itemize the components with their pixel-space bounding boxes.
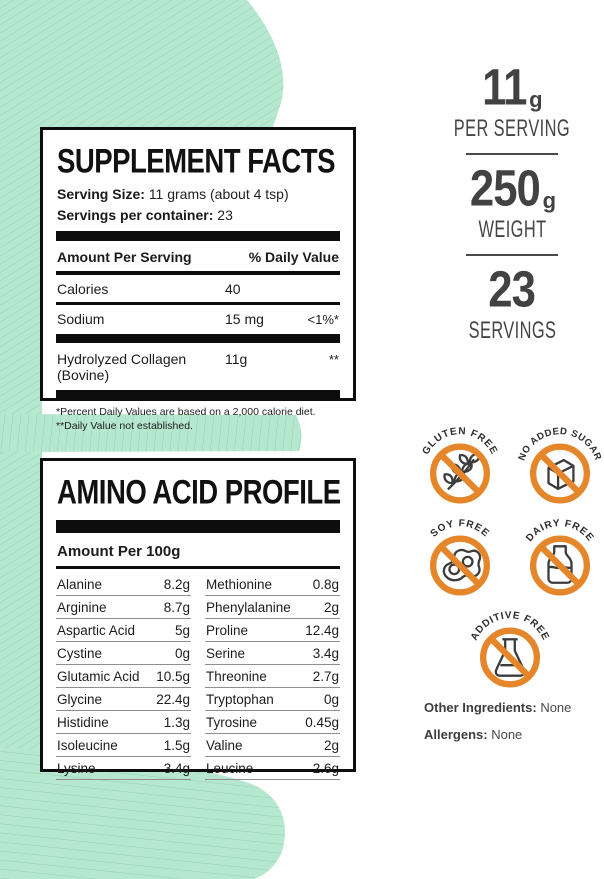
amino-table-left-column (56, 573, 191, 780)
badge-label: ADDITIVE FREE (468, 610, 552, 643)
servings-count: 23 (488, 260, 535, 318)
servings-value: 23 (217, 207, 233, 223)
amino-value: 0.8g (312, 577, 339, 592)
servings-per-container-line (57, 207, 340, 223)
divider-bar (56, 334, 340, 343)
amino-value: 2g (323, 600, 339, 615)
stat-divider (466, 153, 558, 155)
amino-name: Tyrosine (206, 715, 258, 730)
other-ingredients-value: None (540, 700, 572, 715)
svg-text:GLUTEN FREE (421, 426, 500, 457)
amino-name: Methionine (206, 577, 273, 592)
allergens-label: Allergens: (424, 727, 488, 742)
amino-name: Lysine (57, 761, 96, 776)
nutrient-amount: 15 mg (225, 311, 264, 327)
allergens-value: None (491, 727, 523, 742)
amino-name: Isoleucine (57, 738, 118, 753)
amino-value: 8.2g (163, 577, 190, 592)
amount-per-serving-header: Amount Per Serving (57, 249, 192, 265)
amino-value: 10.5g (156, 669, 190, 684)
amino-value: 3.4g (163, 761, 190, 776)
amino-row (56, 711, 191, 734)
stat-servings (420, 260, 604, 344)
badge-label: SOY FREE (428, 518, 492, 540)
amino-name: Glycine (57, 692, 103, 707)
amino-row (205, 688, 340, 711)
weight-label: WEIGHT (477, 217, 547, 243)
badge-label: NO ADDED SUGAR (516, 426, 604, 463)
gluten-free-badge (412, 416, 508, 508)
footnote-not-established: **Daily Value not established. (56, 420, 193, 432)
amino-row (56, 573, 191, 596)
nutrient-name: Calories (57, 281, 109, 297)
gram-unit: g (529, 87, 543, 112)
soy-free-badge (412, 508, 508, 600)
prohibited-ring (533, 447, 587, 501)
stat-weight (420, 159, 604, 243)
divider-rule (56, 566, 340, 569)
amino-value: 2.6g (312, 761, 339, 776)
amino-table (56, 573, 340, 780)
allergens-line (424, 727, 604, 742)
nutrition-row-sodium (56, 305, 340, 332)
nutrient-amount: 40 (225, 281, 241, 297)
no-added-sugar-badge (512, 416, 604, 508)
amino-value: 12.4g (305, 623, 339, 638)
amino-row (205, 711, 340, 734)
amino-row (56, 734, 191, 757)
nutrient-name: Hydrolyzed Collagen (Bovine) (57, 351, 187, 383)
amino-value: 1.3g (163, 715, 190, 730)
amino-row (56, 596, 191, 619)
footnote-daily-values: *Percent Daily Values are based on a 2,000 calorie diet. (56, 406, 316, 418)
nutrition-row-calories (56, 275, 340, 305)
amino-row (205, 596, 340, 619)
nutrient-amount: 11g (225, 351, 248, 367)
serving-size-label: Serving Size: (57, 186, 145, 202)
amino-value: 1.5g (163, 738, 190, 753)
nutrient-dv: <1%* (307, 312, 339, 327)
amino-row (56, 619, 191, 642)
amino-value: 0g (323, 692, 339, 707)
amino-value: 3.4g (312, 646, 339, 661)
amino-name: Valine (206, 738, 243, 753)
badge-label: GLUTEN FREE (420, 426, 500, 457)
per-serving-label: PER SERVING (453, 116, 571, 142)
amino-acid-profile-panel (40, 458, 356, 776)
amino-value: 2g (323, 738, 339, 753)
other-ingredients-label: Other Ingredients: (424, 700, 537, 715)
amino-row (205, 642, 340, 665)
amino-value: 0g (174, 646, 190, 661)
nutrient-name: Sodium (57, 311, 105, 327)
svg-text:ADDITIVE FREE (469, 610, 551, 642)
daily-value-header: % Daily Value (248, 249, 339, 265)
amino-value: 5g (174, 623, 190, 638)
amino-name: Arginine (57, 600, 107, 615)
dairy-free-badge (512, 508, 604, 600)
nutrition-header-row (56, 241, 340, 275)
other-ingredients-line (424, 700, 604, 715)
amino-name: Aspartic Acid (57, 623, 136, 638)
amino-row (56, 665, 191, 688)
amino-name: Histidine (57, 715, 109, 730)
amino-value: 8.7g (163, 600, 190, 615)
gram-unit: g (542, 188, 557, 213)
nutrient-dv: ** (328, 352, 339, 367)
amino-row (205, 573, 340, 596)
weight-grams: 250 (469, 159, 540, 217)
badge-label: DAIRY FREE (524, 518, 596, 544)
footnotes (56, 405, 340, 433)
amino-row (205, 757, 340, 780)
amino-name: Tryptophan (206, 692, 274, 707)
amino-name: Threonine (206, 669, 267, 684)
amino-name: Serine (206, 646, 246, 661)
amount-per-100g-header: Amount Per 100g (57, 543, 181, 560)
serving-size-line (57, 186, 340, 202)
stat-per-serving (420, 58, 604, 142)
amino-name: Cystine (57, 646, 103, 661)
supplement-facts-panel (40, 127, 356, 432)
nutrition-row-collagen (56, 345, 340, 388)
amino-name: Leucine (206, 761, 254, 776)
amino-row (205, 734, 340, 757)
amino-row (56, 688, 191, 711)
divider-bar (56, 231, 340, 241)
divider-bar (56, 390, 340, 399)
serving-size-value: 11 grams (about 4 tsp) (148, 186, 289, 202)
amino-name: Glutamic Acid (57, 669, 140, 684)
divider-bar (56, 520, 340, 533)
amino-name: Proline (206, 623, 249, 638)
free-from-badges (412, 416, 604, 692)
servings-label: SERVINGS (468, 318, 556, 344)
supplement-facts-title: SUPPLEMENT FACTS (57, 141, 335, 181)
amino-name: Phenylalanine (206, 600, 291, 615)
key-stats-column (420, 58, 604, 344)
per-serving-grams: 11 (482, 58, 527, 116)
amino-value: 2.7g (312, 669, 339, 684)
amino-value: 22.4g (156, 692, 190, 707)
additive-free-badge (462, 600, 558, 692)
amino-name: Alanine (57, 577, 103, 592)
amino-table-right-column (205, 573, 340, 780)
ingredients-footer (424, 700, 604, 754)
amino-row (56, 642, 191, 665)
amino-value: 0.45g (305, 715, 339, 730)
stat-divider (466, 254, 558, 256)
amino-row (205, 665, 340, 688)
servings-label: Servings per container: (57, 207, 214, 223)
amino-row (56, 757, 191, 780)
amino-acid-profile-title: AMINO ACID PROFILE (57, 472, 341, 512)
amino-row (205, 619, 340, 642)
